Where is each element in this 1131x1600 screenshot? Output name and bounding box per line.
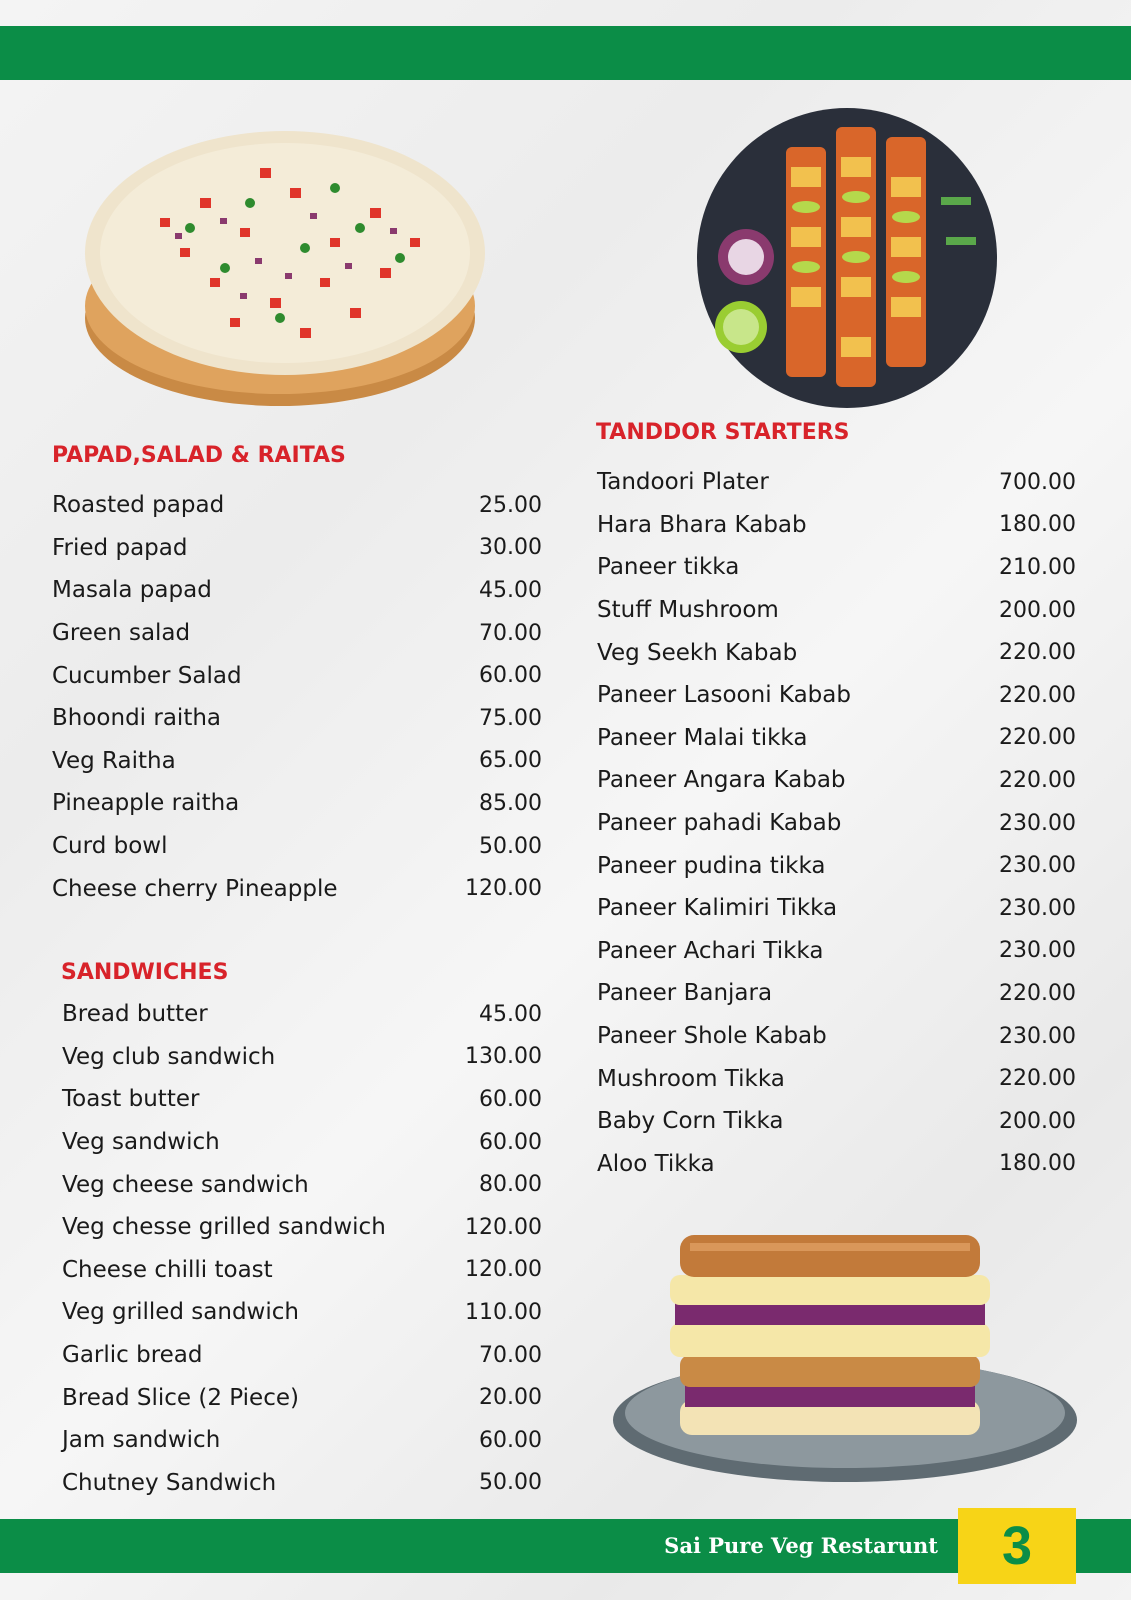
- sandwiches-heading: SANDWICHES: [61, 960, 229, 985]
- menu-item-name: Bread Slice (2 Piece): [62, 1384, 299, 1411]
- menu-item: [597, 674, 1076, 717]
- menu-item: [597, 1057, 1076, 1100]
- menu-item-name: Paneer Lasooni Kabab: [597, 682, 851, 709]
- menu-item-name: Roasted papad: [52, 492, 225, 519]
- menu-item-price: 70.00: [479, 1342, 542, 1368]
- tandoor-starters-heading: TANDDOR STARTERS: [596, 420, 850, 445]
- menu-item-price: 45.00: [479, 577, 542, 603]
- menu-item-price: 220.00: [999, 682, 1076, 708]
- menu-item-name: Cheese chilli toast: [62, 1256, 273, 1283]
- menu-item-name: Veg chesse grilled sandwich: [62, 1214, 386, 1241]
- menu-item-name: Masala papad: [52, 577, 212, 604]
- menu-item-price: 60.00: [479, 1086, 542, 1112]
- menu-item: [597, 759, 1076, 802]
- menu-item: [597, 972, 1076, 1015]
- menu-item-price: 220.00: [999, 640, 1076, 666]
- menu-item: [62, 1249, 542, 1292]
- menu-item: [52, 740, 542, 783]
- menu-item-name: Veg sandwich: [62, 1129, 220, 1156]
- menu-item-price: 200.00: [999, 1108, 1076, 1134]
- menu-item-name: Paneer Achari Tikka: [597, 937, 824, 964]
- menu-item-price: 120.00: [465, 1257, 542, 1283]
- menu-item-price: 210.00: [999, 554, 1076, 580]
- menu-item-name: Tandoori Plater: [597, 469, 769, 496]
- menu-item: [52, 612, 542, 655]
- menu-item-price: 220.00: [999, 725, 1076, 751]
- menu-item-price: 50.00: [479, 833, 542, 859]
- menu-item-name: Paneer Malai tikka: [597, 724, 808, 751]
- menu-item-price: 230.00: [999, 938, 1076, 964]
- menu-item-name: Toast butter: [62, 1086, 200, 1113]
- tandoor-starters-list: [597, 461, 1076, 1185]
- menu-item-name: Veg cheese sandwich: [62, 1171, 309, 1198]
- papad-salad-raitas-list: [52, 484, 542, 910]
- menu-item-name: Paneer tikka: [597, 554, 740, 581]
- menu-item-name: Cheese cherry Pineapple: [52, 875, 338, 902]
- menu-item-name: Garlic bread: [62, 1342, 203, 1369]
- menu-item-price: 120.00: [465, 1214, 542, 1240]
- menu-item-price: 130.00: [465, 1044, 542, 1070]
- papad-salad-raitas-heading: PAPAD,SALAD & RAITAS: [52, 443, 346, 468]
- menu-item: [52, 782, 542, 825]
- menu-item-price: 60.00: [479, 1129, 542, 1155]
- menu-item: [52, 825, 542, 868]
- menu-item: [52, 697, 542, 740]
- menu-item: [597, 887, 1076, 930]
- menu-item-name: Bhoondi raitha: [52, 705, 222, 732]
- menu-item-price: 85.00: [479, 790, 542, 816]
- menu-item-price: 70.00: [479, 620, 542, 646]
- menu-item-price: 110.00: [465, 1299, 542, 1325]
- menu-item-name: Veg grilled sandwich: [62, 1299, 299, 1326]
- menu-item-name: Bread butter: [62, 1001, 208, 1028]
- menu-item: [52, 569, 542, 612]
- menu-item-price: 45.00: [479, 1001, 542, 1027]
- menu-item-price: 50.00: [479, 1470, 542, 1496]
- menu-item-name: Paneer pahadi Kabab: [597, 810, 842, 837]
- menu-item: [52, 867, 542, 910]
- menu-item-name: Chutney Sandwich: [62, 1469, 277, 1496]
- menu-item: [62, 1036, 542, 1079]
- menu-item-price: 25.00: [479, 492, 542, 518]
- menu-item-name: Cucumber Salad: [52, 662, 242, 689]
- sandwich-image: [610, 1215, 1080, 1490]
- menu-item-price: 200.00: [999, 597, 1076, 623]
- top-banner: [0, 26, 1131, 80]
- menu-item: [62, 1462, 542, 1505]
- page-number-badge: 3: [958, 1508, 1076, 1584]
- menu-item-name: Curd bowl: [52, 833, 168, 860]
- menu-item-name: Veg Seekh Kabab: [597, 639, 798, 666]
- menu-item-name: Stuff Mushroom: [597, 597, 779, 624]
- menu-item-price: 180.00: [999, 1151, 1076, 1177]
- menu-item: [597, 546, 1076, 589]
- menu-item-price: 230.00: [999, 895, 1076, 921]
- menu-item: [62, 1206, 542, 1249]
- menu-item: [597, 631, 1076, 674]
- menu-item: [52, 654, 542, 697]
- menu-item-name: Paneer Shole Kabab: [597, 1023, 827, 1050]
- menu-item-price: 65.00: [479, 748, 542, 774]
- menu-item: [52, 484, 542, 527]
- menu-item-price: 180.00: [999, 512, 1076, 538]
- menu-item-price: 30.00: [479, 535, 542, 561]
- menu-item-name: Paneer Angara Kabab: [597, 767, 846, 794]
- menu-item-name: Mushroom Tikka: [597, 1065, 785, 1092]
- menu-item-name: Veg Raitha: [52, 747, 176, 774]
- menu-item: [62, 1078, 542, 1121]
- menu-item-price: 220.00: [999, 980, 1076, 1006]
- menu-item-price: 220.00: [999, 767, 1076, 793]
- menu-item-price: 75.00: [479, 705, 542, 731]
- menu-item: [597, 930, 1076, 973]
- menu-item: [597, 1015, 1076, 1058]
- uttapam-image: [80, 128, 490, 418]
- menu-item-name: Veg club sandwich: [62, 1043, 276, 1070]
- menu-item: [62, 1376, 542, 1419]
- menu-item-name: Fried papad: [52, 534, 188, 561]
- menu-item-price: 220.00: [999, 1066, 1076, 1092]
- menu-item-name: Hara Bhara Kabab: [597, 511, 807, 538]
- menu-item: [597, 1143, 1076, 1186]
- menu-item-name: Green salad: [52, 620, 191, 647]
- menu-item: [597, 589, 1076, 632]
- menu-item: [62, 1163, 542, 1206]
- menu-item-price: 230.00: [999, 1023, 1076, 1049]
- menu-item: [52, 527, 542, 570]
- menu-item: [62, 1334, 542, 1377]
- menu-item: [597, 1100, 1076, 1143]
- menu-item-name: Aloo Tikka: [597, 1150, 715, 1177]
- menu-item-price: 230.00: [999, 810, 1076, 836]
- menu-item-name: Pineapple raitha: [52, 790, 240, 817]
- menu-item-name: Paneer Kalimiri Tikka: [597, 895, 838, 922]
- menu-item: [597, 844, 1076, 887]
- menu-item-price: 20.00: [479, 1385, 542, 1411]
- menu-item-price: 700.00: [999, 469, 1076, 495]
- menu-item-price: 60.00: [479, 663, 542, 689]
- sandwiches-list: [62, 993, 542, 1504]
- menu-item: [62, 993, 542, 1036]
- menu-item: [62, 1121, 542, 1164]
- menu-item-name: Baby Corn Tikka: [597, 1108, 784, 1135]
- paneer-tikka-image: [696, 107, 998, 409]
- menu-item: [62, 1419, 542, 1462]
- menu-item: [597, 717, 1076, 760]
- menu-item-name: Jam sandwich: [62, 1427, 221, 1454]
- menu-item-price: 230.00: [999, 853, 1076, 879]
- menu-item-name: Paneer Banjara: [597, 980, 773, 1007]
- restaurant-name: Sai Pure Veg Restarunt: [664, 1533, 938, 1558]
- menu-item-price: 80.00: [479, 1172, 542, 1198]
- menu-item: [597, 802, 1076, 845]
- menu-item-price: 60.00: [479, 1427, 542, 1453]
- menu-item: [62, 1291, 542, 1334]
- menu-item: [597, 461, 1076, 504]
- menu-item-name: Paneer pudina tikka: [597, 852, 826, 879]
- menu-item: [597, 504, 1076, 547]
- menu-item-price: 120.00: [465, 876, 542, 902]
